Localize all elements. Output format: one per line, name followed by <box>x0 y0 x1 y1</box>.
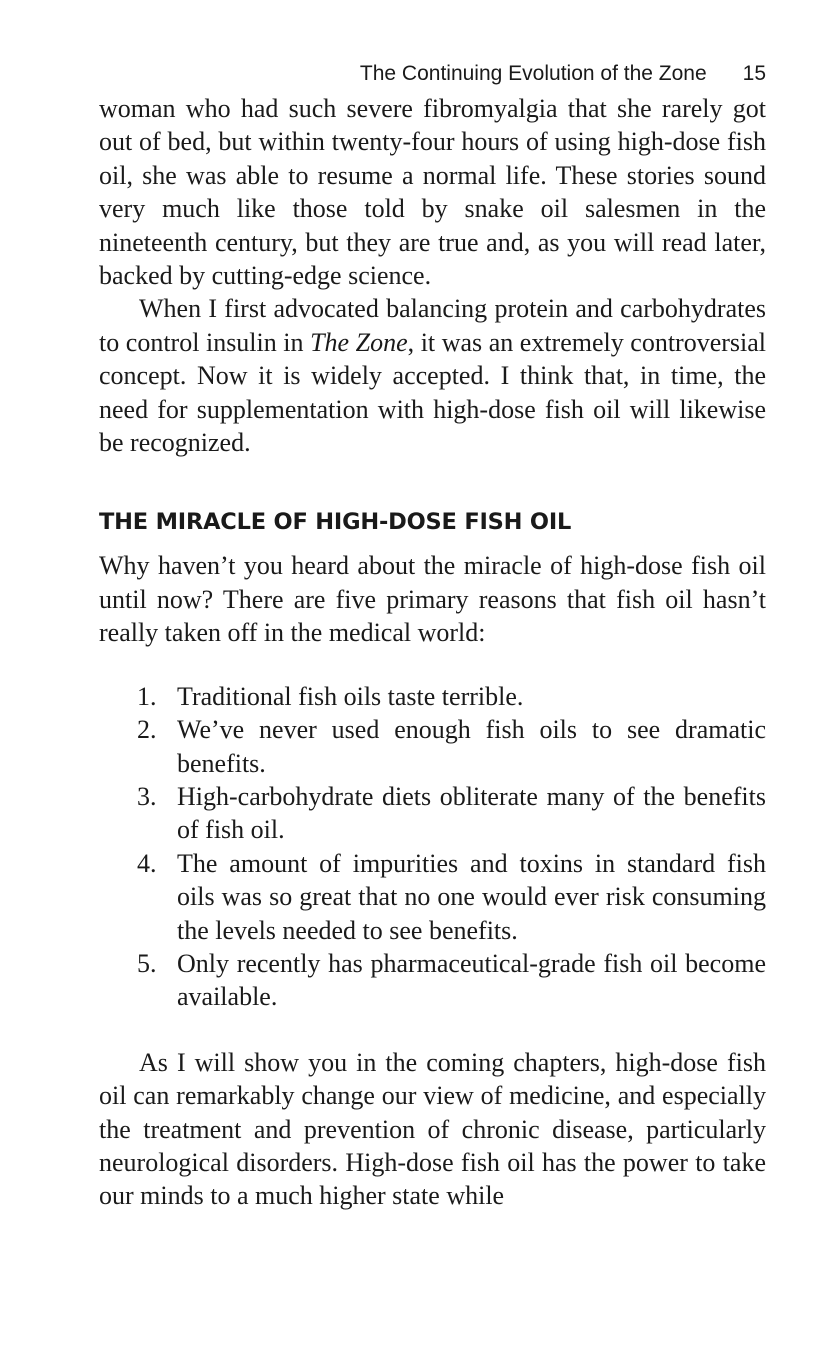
list-item-text: The amount of impurities and toxins in standard fish oils was so great that no one would ever risk consuming the levels needed to see benefits. <box>177 848 766 945</box>
running-title: The Continuing Evolution of the Zone <box>359 62 707 85</box>
page-body <box>99 92 766 1213</box>
list-item-number: 2. <box>137 715 157 745</box>
paragraph-continued: woman who had such severe fibromyalgia that she rarely got out of bed, but within twenty-four hours of using high-dose fish oil, she was able to resume a normal life. These stories sound very much like those told by snake oil salesmen in the nineteenth century, but they are true and, as you will read later, backed by cutting-edge science. <box>99 94 766 291</box>
section-heading: THE MIRACLE OF HIGH-DOSE FISH OIL <box>99 509 572 536</box>
paragraph-intro-reasons: Why haven’t you heard about the miracle of high-dose fish oil until now? There are five primary reasons that fish oil hasn’t really taken off in the medical world: <box>99 551 766 648</box>
paragraph-zone-text-end: , it was an extremely controversial concept. Now it is widely accepted. I think that, in time, the need for supplementation with high-dose fish oil will likewise be recognized. <box>99 327 767 458</box>
paragraph-zone-text-start: When I first advocated balancing protein and carbohydrates to control insulin in <box>99 294 766 357</box>
list-item-number: 4. <box>137 848 157 878</box>
list-item <box>137 847 766 947</box>
page-number: 15 <box>742 62 766 85</box>
list-item <box>137 713 766 780</box>
list-item-number: 5. <box>137 948 157 978</box>
list-item-text: Only recently has pharmaceutical-grade fish oil become available. <box>177 948 766 1012</box>
book-page <box>99 56 766 1213</box>
paragraph-closing: As I will show you in the coming chapters, high-dose fish oil can remarkably change our view of medicine, and especially the treatment and prevention of chronic disease, particularly neurological disorders. High-dose fish oil has the power to take our minds to a much higher state while <box>99 1047 766 1211</box>
list-item-text: High-carbohydrate diets obliterate many of the benefits of fish oil. <box>177 781 766 845</box>
list-item-number: 3. <box>137 781 157 811</box>
running-header <box>99 56 766 92</box>
list-item <box>137 680 766 713</box>
book-title-italic: The Zone <box>310 327 408 357</box>
reasons-list <box>99 680 766 1014</box>
list-item-text: We’ve never used enough fish oils to see dramatic benefits. <box>177 715 766 778</box>
list-item <box>137 947 766 1014</box>
list-item-number: 1. <box>137 681 157 711</box>
paragraph-zone <box>99 292 766 459</box>
list-item-text: Traditional fish oils taste terrible. <box>177 681 524 711</box>
list-item <box>137 780 766 847</box>
